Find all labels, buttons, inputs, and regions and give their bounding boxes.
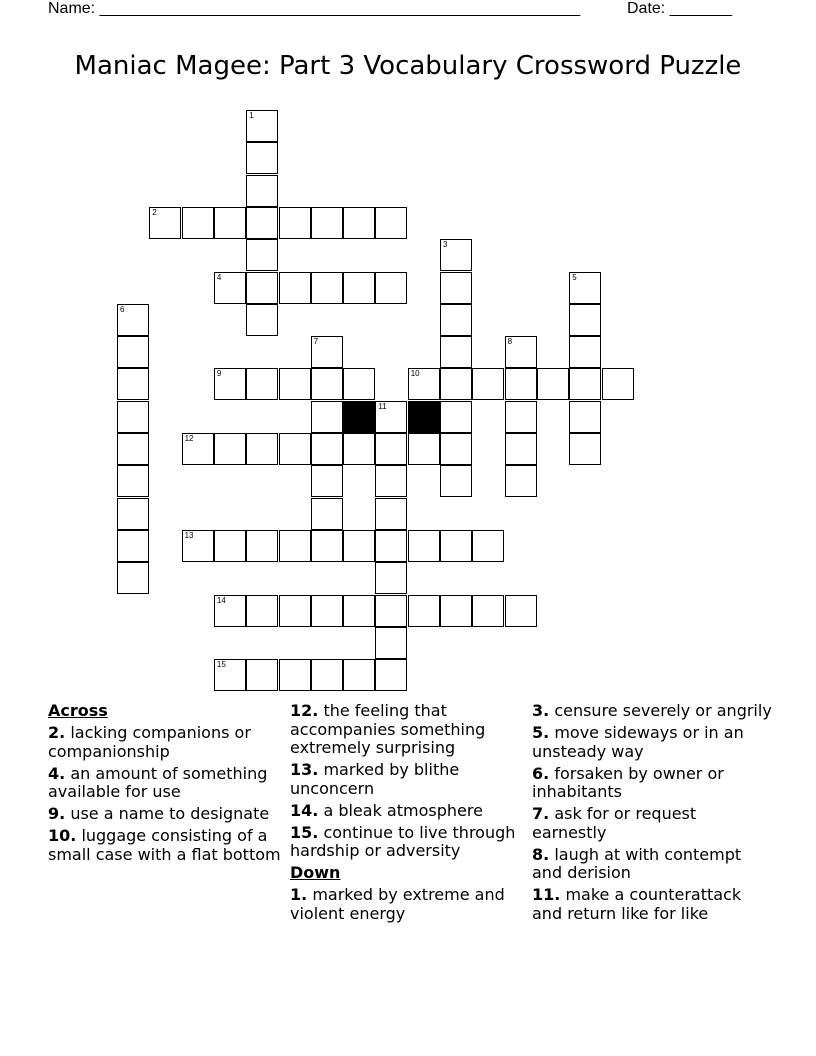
- grid-cell[interactable]: [343, 368, 375, 400]
- grid-cell[interactable]: [569, 401, 601, 433]
- clue-across-14: 14. a bleak atmosphere: [290, 800, 483, 820]
- grid-cell[interactable]: [569, 272, 601, 304]
- clue-across-12: 12. the feeling that accompanies something extremely surprising: [290, 701, 486, 757]
- grid-cell[interactable]: [246, 110, 278, 142]
- grid-cell[interactable]: [311, 530, 343, 562]
- clue-across-15: 15. continue to live through hardship or adversity: [290, 822, 516, 860]
- grid-cell[interactable]: [117, 530, 149, 562]
- grid-cell[interactable]: [279, 433, 311, 465]
- clue-down-11: 11. make a counterattack and return like for like: [532, 885, 742, 923]
- grid-cell[interactable]: [505, 336, 537, 368]
- grid-cell[interactable]: [311, 465, 343, 497]
- grid-cell[interactable]: [505, 433, 537, 465]
- clue-down-3: 3. censure severely or angrily: [532, 701, 772, 720]
- grid-cell[interactable]: [440, 530, 472, 562]
- grid-cell[interactable]: [117, 336, 149, 368]
- across-heading: Across: [48, 701, 108, 720]
- grid-cell[interactable]: [569, 433, 601, 465]
- grid-cell[interactable]: [311, 368, 343, 400]
- grid-cell[interactable]: [505, 465, 537, 497]
- grid-cell[interactable]: [440, 595, 472, 627]
- grid-cell[interactable]: [375, 272, 407, 304]
- grid-cell[interactable]: [440, 304, 472, 336]
- grid-cell[interactable]: [214, 368, 246, 400]
- grid-cell[interactable]: [246, 304, 278, 336]
- grid-cell[interactable]: [311, 498, 343, 530]
- grid-cell[interactable]: [408, 368, 440, 400]
- grid-clue-number: 3: [443, 240, 448, 250]
- grid-clue-number: 1: [249, 111, 254, 120]
- grid-clue-number: 14: [216, 595, 226, 605]
- grid-cell[interactable]: [246, 142, 278, 174]
- grid-cell[interactable]: [279, 272, 311, 304]
- grid-cell[interactable]: [117, 465, 149, 497]
- grid-cell[interactable]: [375, 595, 407, 627]
- grid-clue-number: 13: [184, 530, 194, 540]
- grid-cell[interactable]: [343, 272, 375, 304]
- grid-cell[interactable]: [246, 433, 278, 465]
- clue-across-2: 2. lacking companions or companionship: [48, 723, 251, 761]
- grid-cell[interactable]: [440, 368, 472, 400]
- grid-block-cell: [343, 401, 375, 433]
- grid-cell[interactable]: [214, 433, 246, 465]
- grid-cell[interactable]: [569, 368, 601, 400]
- grid-cell[interactable]: [472, 368, 504, 400]
- grid-cell[interactable]: [440, 401, 472, 433]
- grid-clue-number: 2: [152, 207, 157, 217]
- grid-cell[interactable]: [537, 368, 569, 400]
- grid-cell[interactable]: [505, 595, 537, 627]
- grid-clue-number: 5: [572, 272, 577, 282]
- grid-cell[interactable]: [117, 433, 149, 465]
- grid-cell[interactable]: [375, 498, 407, 530]
- grid-cell[interactable]: [440, 239, 472, 271]
- grid-cell[interactable]: [182, 433, 214, 465]
- grid-cell[interactable]: [408, 595, 440, 627]
- grid-cell[interactable]: [505, 401, 537, 433]
- grid-cell[interactable]: [375, 627, 407, 659]
- grid-cell[interactable]: [472, 530, 504, 562]
- grid-cell[interactable]: [440, 465, 472, 497]
- grid-cell[interactable]: [375, 433, 407, 465]
- clue-across-9: 9. use a name to designate: [48, 804, 270, 823]
- grid-clue-number: 8: [507, 337, 513, 347]
- grid-clue-number: 9: [216, 369, 222, 379]
- clue-down-6: 6. forsaken by owner or inhabitants: [532, 763, 724, 801]
- grid-cell[interactable]: [182, 530, 214, 562]
- grid-cell[interactable]: [375, 207, 407, 239]
- page-title: Maniac Magee: Part 3 Vocabulary Crossword Puzzle: [74, 51, 742, 81]
- grid-cell[interactable]: [279, 530, 311, 562]
- grid-cell[interactable]: [279, 368, 311, 400]
- grid-cell[interactable]: [117, 562, 149, 594]
- clue-across-4: 4. an amount of something available for use: [48, 763, 268, 801]
- clue-down-1: 1. marked by extreme and violent energy: [290, 885, 505, 923]
- grid-cell[interactable]: [279, 207, 311, 239]
- grid-cell[interactable]: [375, 659, 407, 691]
- clue-column-3: [532, 702, 772, 927]
- grid-cell[interactable]: [246, 659, 278, 691]
- grid-cell[interactable]: [343, 207, 375, 239]
- grid-cell[interactable]: [117, 304, 149, 336]
- grid-cell[interactable]: [375, 562, 407, 594]
- grid-cell[interactable]: [117, 498, 149, 530]
- grid-block-cell: [408, 401, 440, 433]
- grid-cell[interactable]: [343, 530, 375, 562]
- grid-cell[interactable]: [375, 401, 407, 433]
- grid-cell[interactable]: [375, 465, 407, 497]
- grid-cell[interactable]: [505, 368, 537, 400]
- grid-clue-number: 15: [216, 660, 226, 670]
- grid-cell[interactable]: [602, 368, 634, 400]
- grid-cell[interactable]: [408, 530, 440, 562]
- grid-cell[interactable]: [343, 433, 375, 465]
- grid-cell[interactable]: [311, 433, 343, 465]
- clue-down-8: 8. laugh at with contempt and derision: [532, 844, 742, 882]
- clue-down-7: 7. ask for or request earnestly: [532, 804, 697, 842]
- grid-cell[interactable]: [214, 595, 246, 627]
- clue-column-1: [48, 702, 288, 868]
- down-heading: Down: [290, 863, 341, 882]
- grid-cell[interactable]: [440, 433, 472, 465]
- grid-clue-number: 11: [378, 401, 387, 411]
- name-field-label: Name: ______________________________________________________: [48, 0, 581, 17]
- grid-clue-number: 7: [313, 337, 319, 347]
- grid-cell[interactable]: [311, 659, 343, 691]
- grid-cell[interactable]: [375, 530, 407, 562]
- grid-cell[interactable]: [569, 336, 601, 368]
- grid-cell[interactable]: [117, 368, 149, 400]
- clue-across-13: 13. marked by blithe unconcern: [290, 760, 460, 798]
- grid-cell[interactable]: [343, 659, 375, 691]
- grid-clue-number: 12: [184, 434, 194, 443]
- grid-cell[interactable]: [246, 530, 278, 562]
- grid-cell[interactable]: [311, 595, 343, 627]
- grid-cell[interactable]: [117, 401, 149, 433]
- grid-clue-number: 6: [120, 304, 125, 314]
- date-field-label: Date: _______: [627, 0, 732, 17]
- grid-cell[interactable]: [311, 336, 343, 368]
- grid-cell[interactable]: [311, 207, 343, 239]
- grid-cell[interactable]: [279, 659, 311, 691]
- grid-cell[interactable]: [214, 659, 246, 691]
- grid-cell[interactable]: [311, 401, 343, 433]
- grid-cell[interactable]: [246, 595, 278, 627]
- grid-cell[interactable]: [214, 207, 246, 239]
- grid-cell[interactable]: [472, 595, 504, 627]
- grid-cell[interactable]: [246, 207, 278, 239]
- clue-across-10: 10. luggage consisting of a small case with a flat bottom: [48, 826, 281, 864]
- grid-cell[interactable]: [279, 595, 311, 627]
- grid-cell[interactable]: [214, 272, 246, 304]
- clue-column-2: [290, 702, 530, 927]
- grid-cell[interactable]: [569, 304, 601, 336]
- grid-cell[interactable]: [246, 239, 278, 271]
- grid-cell[interactable]: [246, 368, 278, 400]
- grid-cell[interactable]: [311, 272, 343, 304]
- grid-cell[interactable]: [246, 175, 278, 207]
- grid-cell[interactable]: [149, 207, 181, 239]
- grid-cell[interactable]: [440, 336, 472, 368]
- grid-cell[interactable]: [246, 272, 278, 304]
- grid-cell[interactable]: [182, 207, 214, 239]
- grid-cell[interactable]: [214, 530, 246, 562]
- grid-cell[interactable]: [343, 595, 375, 627]
- grid-cell[interactable]: [408, 433, 440, 465]
- grid-clue-number: 4: [216, 272, 222, 282]
- grid-clue-number: 10: [410, 369, 420, 379]
- clue-down-5: 5. move sideways or in an unsteady way: [532, 723, 744, 761]
- grid-cell[interactable]: [440, 272, 472, 304]
